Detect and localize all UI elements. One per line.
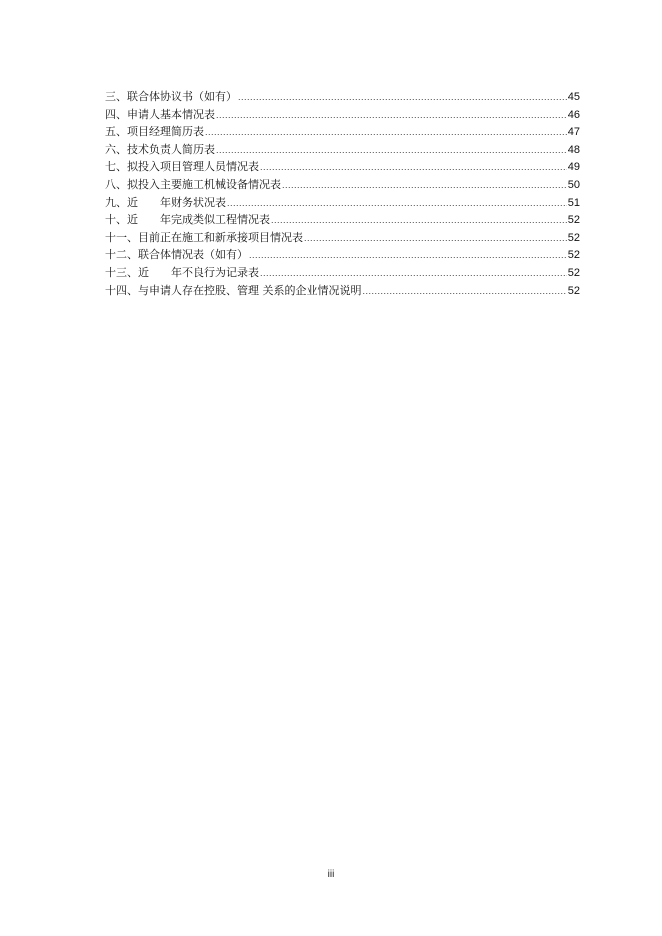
toc-entry-page: 46 bbox=[567, 108, 580, 121]
toc-entry-page: 52 bbox=[567, 266, 580, 279]
toc-entry-page: 51 bbox=[567, 196, 580, 209]
toc-dot-leader bbox=[271, 212, 567, 230]
toc-entry[interactable] bbox=[105, 282, 580, 300]
toc-entry-page: 52 bbox=[567, 214, 580, 227]
page-number: iii bbox=[327, 869, 335, 880]
table-of-contents bbox=[105, 88, 580, 299]
toc-entry-page: 49 bbox=[567, 161, 580, 174]
toc-entry-title: 九、近 年财务状况表 bbox=[105, 195, 226, 209]
toc-entry-title: 十三、近 年不良行为记录表 bbox=[105, 265, 259, 279]
toc-dot-leader bbox=[282, 177, 567, 195]
toc-dot-leader bbox=[205, 124, 567, 142]
toc-entry-title: 十二、联合体情况表（如有） bbox=[105, 248, 248, 262]
toc-dot-leader bbox=[260, 265, 567, 283]
toc-entry-title: 八、拟投入主要施工机械设备情况表 bbox=[105, 177, 281, 191]
toc-entry[interactable] bbox=[105, 194, 580, 212]
toc-dot-leader bbox=[238, 89, 567, 107]
toc-entry-page: 48 bbox=[567, 143, 580, 156]
toc-entry[interactable] bbox=[105, 246, 580, 264]
toc-entry-title: 五、项目经理简历表 bbox=[105, 125, 204, 139]
toc-entry-title: 十、近 年完成类似工程情况表 bbox=[105, 213, 270, 227]
toc-entry-page: 52 bbox=[567, 231, 580, 244]
toc-entry-page: 45 bbox=[567, 91, 580, 103]
toc-entry-page: 52 bbox=[567, 249, 580, 262]
toc-dot-leader bbox=[216, 142, 567, 160]
toc-dot-leader bbox=[227, 195, 567, 213]
toc-dot-leader bbox=[363, 283, 567, 301]
toc-entry-title: 十四、与申请人存在控股、管理 关系的企业情况说明 bbox=[105, 283, 362, 297]
toc-entry[interactable] bbox=[105, 88, 580, 106]
toc-dot-leader bbox=[304, 230, 567, 248]
toc-entry[interactable] bbox=[105, 123, 580, 141]
toc-entry-title: 四、申请人基本情况表 bbox=[105, 107, 215, 121]
toc-entry[interactable] bbox=[105, 211, 580, 229]
toc-dot-leader bbox=[249, 247, 567, 265]
toc-entry[interactable] bbox=[105, 176, 580, 194]
toc-entry[interactable] bbox=[105, 106, 580, 124]
toc-entry[interactable] bbox=[105, 158, 580, 176]
toc-entry-page: 52 bbox=[567, 284, 580, 297]
toc-entry-title: 十一、目前正在施工和新承接项目情况表 bbox=[105, 230, 303, 244]
toc-dot-leader bbox=[216, 107, 567, 125]
toc-entry-page: 50 bbox=[567, 178, 580, 191]
toc-entry[interactable] bbox=[105, 141, 580, 159]
toc-entry-title: 六、技术负责人简历表 bbox=[105, 142, 215, 156]
toc-entry[interactable] bbox=[105, 229, 580, 247]
toc-entry-title: 七、拟投入项目管理人员情况表 bbox=[105, 160, 259, 174]
toc-entry-title: 三、联合体协议书（如有） bbox=[105, 90, 237, 103]
toc-entry[interactable] bbox=[105, 264, 580, 282]
toc-entry-page: 47 bbox=[567, 126, 580, 139]
toc-dot-leader bbox=[260, 159, 567, 177]
